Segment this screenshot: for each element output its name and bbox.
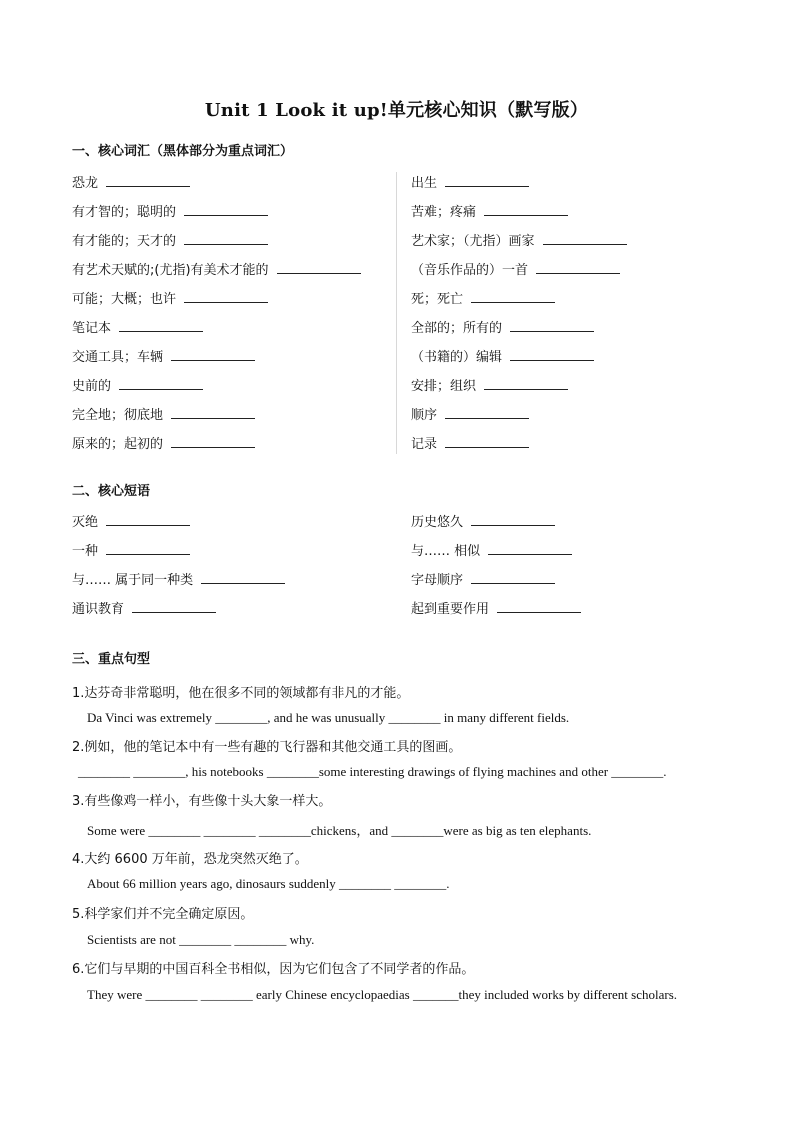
vocab-item <box>72 348 255 366</box>
vocab-item <box>411 232 627 250</box>
sentence-chinese: 5.科学家们并不完全确定原因。 <box>72 907 254 922</box>
sentence-english[interactable]: ________ ________, his notebooks ________some interesting drawings of flying machines and other ________. <box>78 764 667 779</box>
vocab-label: 恐龙 <box>72 176 99 191</box>
vocab-item <box>72 290 268 308</box>
sentence-chinese: 3.有些像鸡一样小，有些像十头大象一样大。 <box>72 794 332 809</box>
phrase-item <box>411 542 572 560</box>
section-heading-vocab: 一、核心词汇（黑体部分为重点词汇） <box>72 144 294 159</box>
vocab-label: 交通工具；车辆 <box>72 350 164 365</box>
phrase-item <box>72 542 190 560</box>
vocab-item <box>72 377 203 395</box>
vocab-label: 原来的；起初的 <box>72 437 164 452</box>
answer-blank[interactable] <box>510 348 594 361</box>
vocab-label: 顺序 <box>411 408 438 423</box>
answer-blank[interactable] <box>277 261 361 274</box>
phrase-label: 与…… 相似 <box>411 544 481 559</box>
phrase-item <box>411 513 555 531</box>
page-title: Unit 1 Look it up!单元核心知识（默写版） <box>204 100 589 121</box>
answer-blank[interactable] <box>184 232 268 245</box>
vocab-label: 死；死亡 <box>411 292 464 307</box>
vocab-label: 出生 <box>411 176 438 191</box>
phrase-label: 一种 <box>72 544 99 559</box>
vocab-label: 有才能的；天才的 <box>72 234 177 249</box>
sentence-english[interactable]: About 66 million years ago, dinosaurs suddenly ________ ________. <box>87 876 450 891</box>
sentence-chinese: 1.达芬奇非常聪明，他在很多不同的领域都有非凡的才能。 <box>72 686 410 701</box>
vocab-label: 安排；组织 <box>411 379 477 394</box>
vocab-item <box>411 290 555 308</box>
answer-blank[interactable] <box>171 406 255 419</box>
vocab-item <box>411 406 529 424</box>
vocab-item <box>72 406 255 424</box>
vocab-label: 笔记本 <box>72 321 112 336</box>
vocab-item <box>72 232 268 250</box>
column-divider <box>396 172 397 454</box>
answer-blank[interactable] <box>106 174 190 187</box>
vocab-label: （音乐作品的）一首 <box>411 263 529 278</box>
answer-blank[interactable] <box>471 513 555 526</box>
phrase-label: 灭绝 <box>72 515 99 530</box>
vocab-label: 记录 <box>411 437 438 452</box>
answer-blank[interactable] <box>510 319 594 332</box>
vocab-item <box>411 174 529 192</box>
vocab-label: 可能；大概；也许 <box>72 292 177 307</box>
phrase-item <box>72 513 190 531</box>
sentence-english[interactable]: Some were ________ ________ ________chickens，and ________were as big as ten elephants. <box>87 823 592 838</box>
answer-blank[interactable] <box>132 600 216 613</box>
phrase-label: 通识教育 <box>72 602 125 617</box>
section-heading-phrases: 二、核心短语 <box>72 484 151 499</box>
phrase-item <box>411 571 555 589</box>
answer-blank[interactable] <box>471 571 555 584</box>
vocab-item <box>72 261 361 279</box>
answer-blank[interactable] <box>543 232 627 245</box>
answer-blank[interactable] <box>484 203 568 216</box>
vocab-item <box>411 319 594 337</box>
vocab-label: 史前的 <box>72 379 112 394</box>
answer-blank[interactable] <box>484 377 568 390</box>
phrase-item <box>72 600 216 618</box>
answer-blank[interactable] <box>184 203 268 216</box>
answer-blank[interactable] <box>445 435 529 448</box>
vocab-item <box>411 203 568 221</box>
answer-blank[interactable] <box>201 571 285 584</box>
answer-blank[interactable] <box>171 348 255 361</box>
vocab-item <box>411 261 620 279</box>
vocab-label: （书籍的）编辑 <box>411 350 503 365</box>
answer-blank[interactable] <box>184 290 268 303</box>
sentence-english[interactable]: Scientists are not ________ ________ why. <box>87 932 315 947</box>
answer-blank[interactable] <box>106 513 190 526</box>
vocab-item <box>72 174 190 192</box>
section-heading-sentences: 三、重点句型 <box>72 652 151 667</box>
phrase-label: 历史悠久 <box>411 515 464 530</box>
answer-blank[interactable] <box>536 261 620 274</box>
phrase-item <box>411 600 581 618</box>
answer-blank[interactable] <box>471 290 555 303</box>
vocab-label: 有艺术天赋的;(尤指)有美术才能的 <box>72 263 269 278</box>
vocab-label: 艺术家；（尤指）画家 <box>411 234 535 249</box>
answer-blank[interactable] <box>445 174 529 187</box>
vocab-label: 完全地；彻底地 <box>72 408 164 423</box>
answer-blank[interactable] <box>488 542 572 555</box>
vocab-item <box>72 319 203 337</box>
phrase-label: 字母顺序 <box>411 573 464 588</box>
vocab-label: 全部的；所有的 <box>411 321 503 336</box>
vocab-item <box>411 435 529 453</box>
vocab-item <box>72 435 255 453</box>
answer-blank[interactable] <box>119 319 203 332</box>
answer-blank[interactable] <box>497 600 581 613</box>
answer-blank[interactable] <box>445 406 529 419</box>
sentence-chinese: 6.它们与早期的中国百科全书相似，因为它们包含了不同学者的作品。 <box>72 962 475 977</box>
vocab-label: 有才智的；聪明的 <box>72 205 177 220</box>
vocab-label: 苦难；疼痛 <box>411 205 477 220</box>
sentence-english[interactable]: Da Vinci was extremely ________, and he was unusually ________ in many different fields. <box>87 710 570 725</box>
phrase-label: 起到重要作用 <box>411 602 490 617</box>
vocab-item <box>72 203 268 221</box>
answer-blank[interactable] <box>106 542 190 555</box>
answer-blank[interactable] <box>171 435 255 448</box>
sentence-chinese: 2.例如，他的笔记本中有一些有趣的飞行器和其他交通工具的图画。 <box>72 740 462 755</box>
sentence-english[interactable]: They were ________ ________ early Chinese encyclopaedias _______they included works by different scholars. <box>87 987 678 1002</box>
sentence-chinese: 4.大约 6600 万年前，恐龙突然灭绝了。 <box>72 852 308 867</box>
phrase-label: 与…… 属于同一种类 <box>72 573 194 588</box>
vocab-item <box>411 348 594 366</box>
answer-blank[interactable] <box>119 377 203 390</box>
vocab-item <box>411 377 568 395</box>
phrase-item <box>72 571 285 589</box>
